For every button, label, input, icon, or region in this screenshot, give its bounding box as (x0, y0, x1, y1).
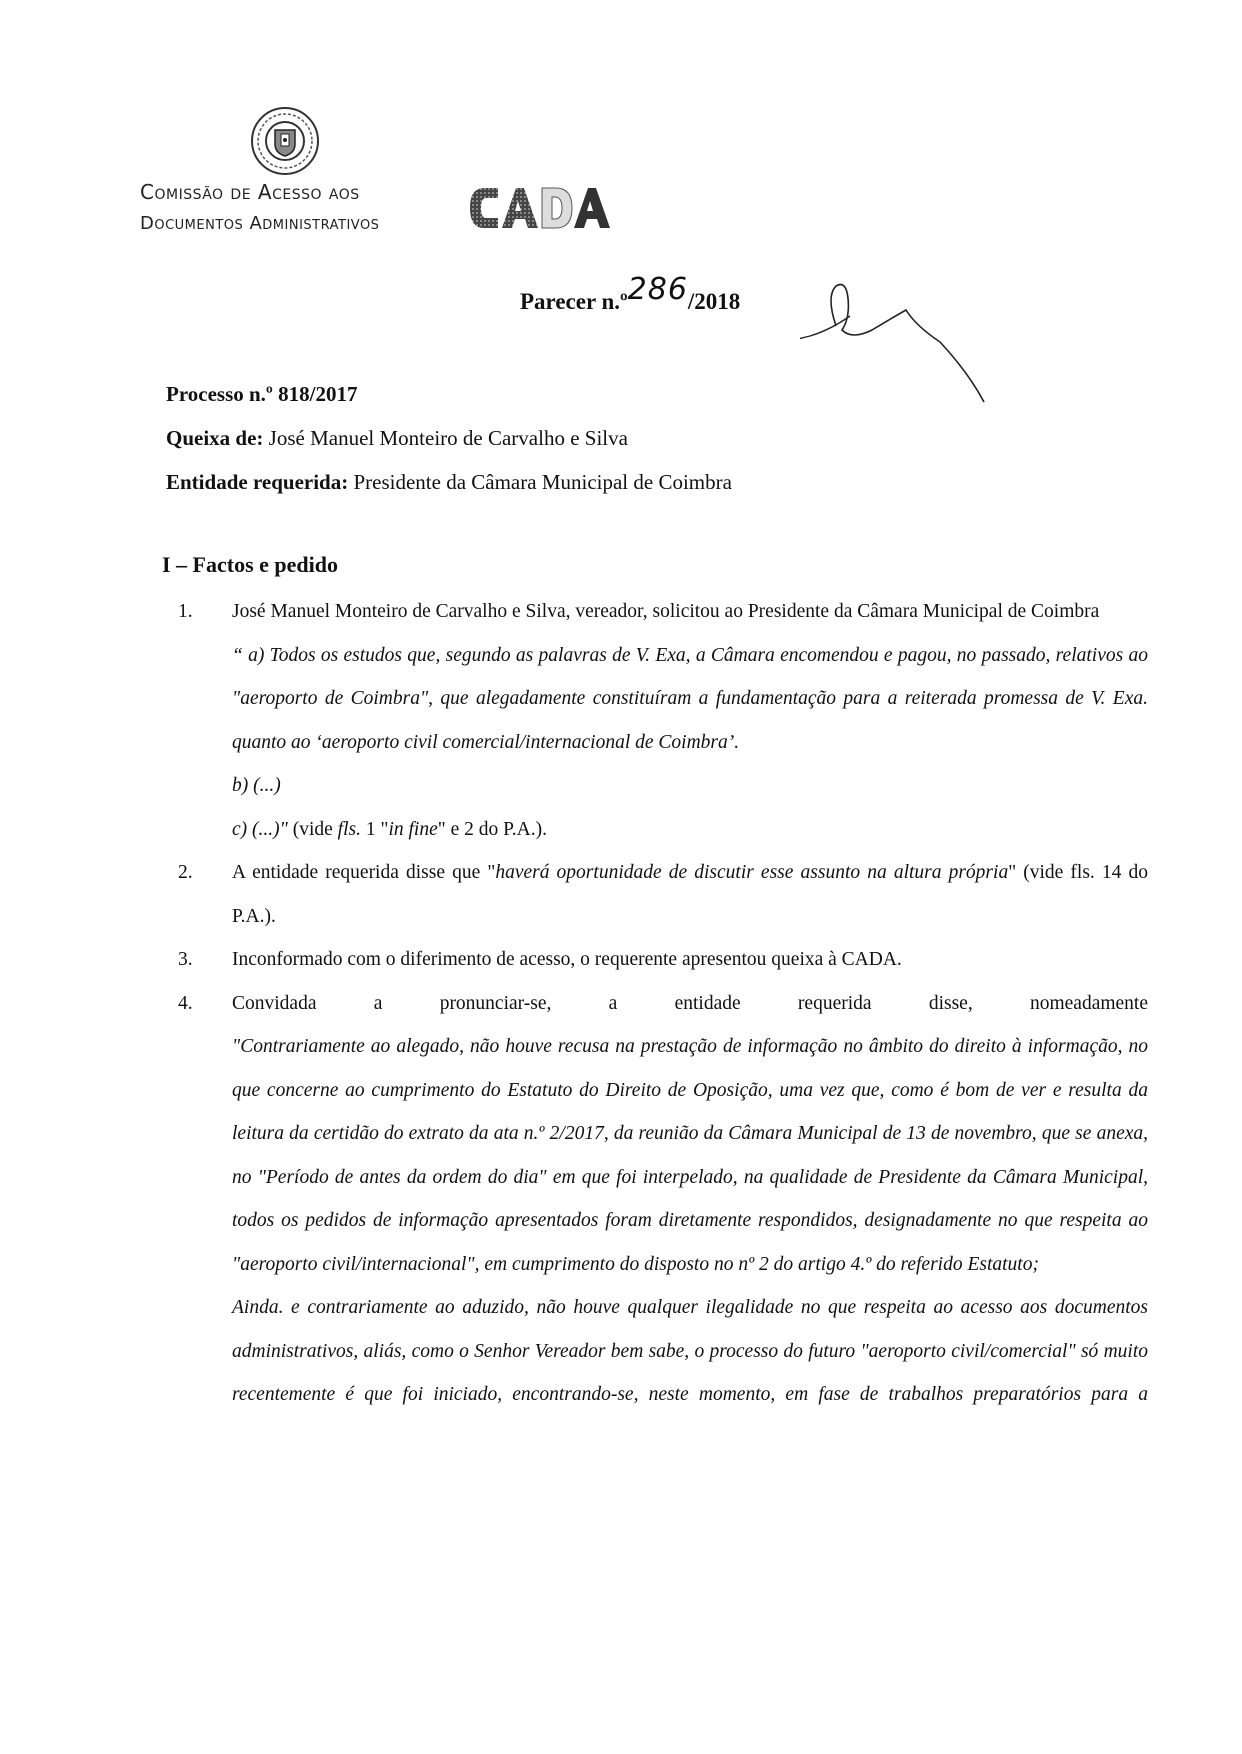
item-text: Inconformado com o diferimento de acesso, o requerente apresentou queixa à CADA. (232, 949, 902, 970)
list-item-4 (178, 982, 1148, 1417)
entidade-label: Entidade requerida: (166, 470, 349, 494)
queixa-value: José Manuel Monteiro de Carvalho e Silva (263, 426, 628, 450)
parecer-heading (520, 272, 741, 317)
quote-b: b) (...) (232, 775, 281, 796)
vide-end: " e 2 do P.A.). (437, 818, 547, 840)
item-4-intro: Convidada a pronunciar-se, a entidade requerida disse, nomeadamente (232, 992, 1148, 1014)
item-4-quote-2: Ainda. e contrariamente ao aduzido, não houve qualquer ilegalidade no que respeita ao acesso aos documentos administrativos, aliás, como o Senhor Vereador bem sabe, o processo do futuro "aeroporto civil/comercial" só muito recentemente é que foi iniciado, encontrando-se, neste momento, em fase de trabalhos preparatórios para a (232, 1297, 1148, 1405)
organization-name (140, 176, 379, 240)
item-number: 4. (178, 992, 193, 1014)
section-title: I – Factos e pedido (162, 552, 338, 577)
item-number: 1. (178, 601, 193, 622)
list-item-2 (178, 851, 1148, 938)
quote-c: c) (...)" (232, 818, 288, 840)
item-number: 3. (178, 949, 193, 970)
parecer-handwritten-number: 286 (627, 272, 688, 307)
facts-list (178, 590, 1148, 1417)
queixa-line (166, 416, 732, 460)
handwritten-signature (800, 266, 1070, 446)
item-2-pre: A entidade requerida disse que " (232, 862, 496, 883)
vide-pre: (vide (287, 818, 338, 840)
item-text (232, 851, 1148, 938)
list-item-1 (178, 590, 1148, 851)
quote-c-line (232, 808, 1148, 852)
portuguese-coat-of-arms-seal (248, 104, 322, 178)
quote-a: “ a) Todos os estudos que, segundo as palavras de V. Exa, a Câmara encomendou e pagou, no passado, relativos ao "aeroporto de Coimbra", que alegadamente constituíram a fundamentação para a reiterada promessa de V. Exa. quanto ao ‘aeroporto civil comercial/internacional de Coimbra’. (232, 644, 1148, 753)
parecer-label: Parecer n.º (520, 289, 628, 314)
vide-mid: 1 " (360, 818, 389, 840)
item-text: José Manuel Monteiro de Carvalho e Silva, vereador, solicitou ao Presidente da Câmara Municipal de Coimbra (232, 601, 1100, 622)
vide-fls: fls. (337, 818, 361, 840)
entidade-value: Presidente da Câmara Municipal de Coimbra (348, 470, 732, 494)
item-4-quote-1: "Contrariamente ao alegado, não houve recusa na prestação de informação no âmbito do direito à informação, no que concerne ao cumprimento do Estatuto do Direito de Oposição, uma vez que, como é bom de ver e resulta da leitura da certidão do extrato da ata n.º 2/2017, da reunião da Câmara Municipal de 13 de novembro, que se anexa, no "Período de antes da ordem do dia" em que foi interpelado, na qualidade de Presidente da Câmara Municipal, todos os pedidos de informação apresentados foram diretamente respondidos, designadamente no que respeita ao "aeroporto civil/internacional", em cumprimento do disposto no nº 2 do artigo 4.º do referido Estatuto; (232, 1036, 1148, 1275)
list-item-3 (178, 938, 1148, 982)
org-line-2: Documentos Administrativos (140, 213, 380, 234)
item-number: 2. (178, 862, 193, 883)
queixa-label: Queixa de: (166, 426, 264, 450)
case-metadata (166, 372, 732, 504)
parecer-year: /2018 (687, 289, 741, 314)
vide-in-fine: in fine (388, 818, 438, 840)
item-2-post: " (vide fls. 14 do P.A.). (232, 862, 1149, 927)
item-2-quote: haverá oportunidade de discutir esse assunto na altura própria (495, 862, 1009, 883)
entidade-line (166, 460, 732, 504)
org-line-1: Comissão de Acesso aos (140, 180, 360, 204)
processo-line (166, 372, 732, 416)
processo-label: Processo n.º 818/2017 (166, 382, 358, 406)
cada-logo (468, 180, 618, 236)
